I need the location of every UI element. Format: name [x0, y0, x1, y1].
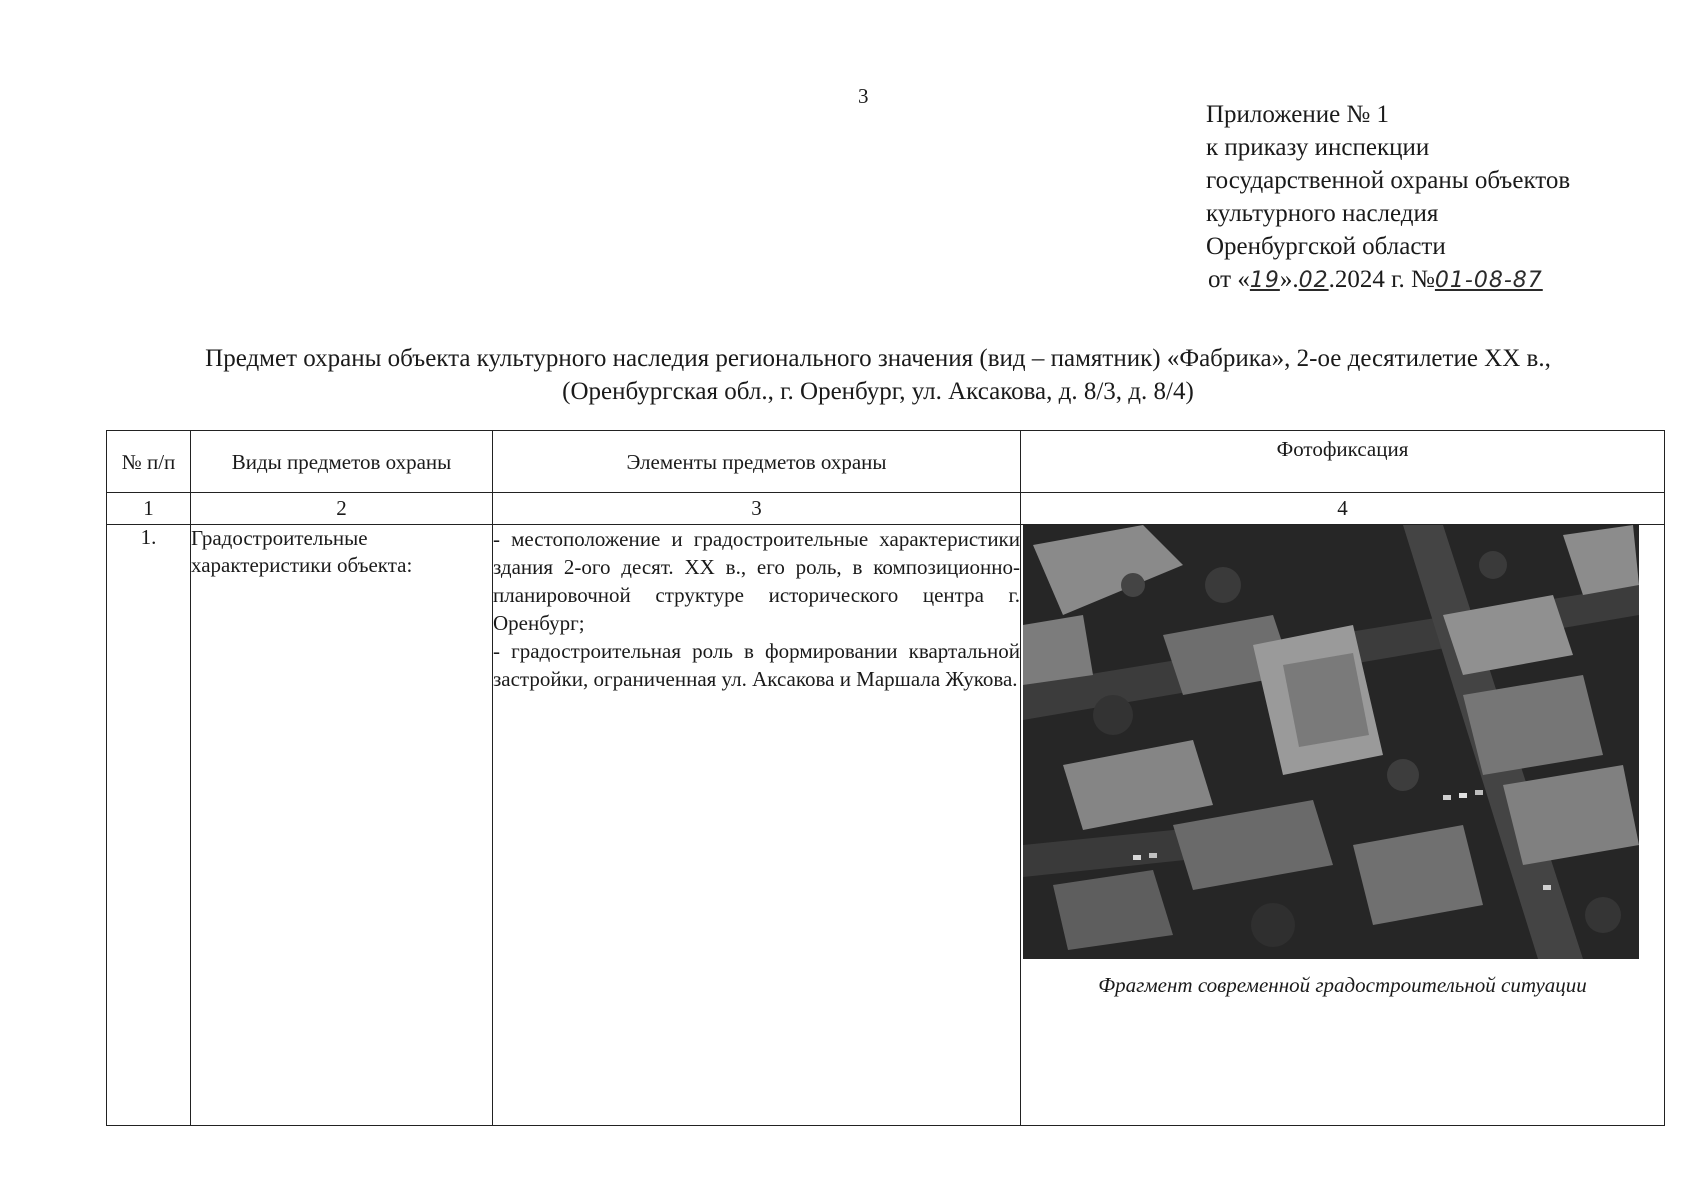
- date-prefix: от «: [1208, 266, 1250, 293]
- header-row: [107, 431, 1665, 493]
- element-item: - градостроительная роль в формировании квартальной застройки, ограниченная ул. Аксакова и Маршала Жукова.: [493, 639, 1020, 691]
- annex-line: Приложение № 1: [1206, 101, 1390, 128]
- column-number: 3: [493, 493, 1021, 525]
- annex-line: культурного наследия: [1206, 200, 1439, 227]
- row-number: 1.: [107, 525, 191, 1126]
- header-kinds: Виды предметов охраны: [191, 431, 493, 493]
- column-number-row: [107, 493, 1665, 525]
- element-item: - местоположение и градостроительные характеристики здания 2-ого десят. XX в., его роль, в композиционно-планировочной структуре исторического центра г. Оренбург;: [493, 527, 1020, 635]
- protection-table: [106, 430, 1665, 1126]
- table-row: [107, 525, 1665, 1126]
- row-photo-cell: [1021, 525, 1665, 1126]
- annex-line: Оренбургской области: [1206, 233, 1446, 260]
- annex-line: государственной охраны объектов: [1206, 167, 1571, 194]
- page-number: 3: [858, 84, 869, 108]
- row-elements: [493, 525, 1021, 1126]
- header-number: № п/п: [107, 431, 191, 493]
- order-month: 02: [1298, 268, 1329, 293]
- order-number: 01-08-87: [1434, 268, 1543, 293]
- date-separator: ».: [1279, 266, 1299, 293]
- column-number: 4: [1021, 493, 1665, 525]
- date-year: .2024 г. №: [1328, 266, 1435, 293]
- order-day: 19: [1249, 268, 1280, 293]
- row-kind: Градостроительные характеристики объекта:: [191, 525, 493, 1126]
- column-number: 2: [191, 493, 493, 525]
- header-photo: Фотофиксация: [1021, 431, 1665, 493]
- order-date-line: [1208, 263, 1570, 297]
- header-elements: Элементы предметов охраны: [493, 431, 1021, 493]
- photo-caption: Фрагмент современной градостроительной ситуации: [1098, 973, 1587, 997]
- aerial-photo: [1023, 525, 1639, 959]
- title-line-2: (Оренбургская обл., г. Оренбург, ул. Аксакова, д. 8/3, д. 8/4): [562, 378, 1194, 405]
- column-number: 1: [107, 493, 191, 525]
- annex-line: к приказу инспекции: [1206, 134, 1430, 161]
- title-line-1: Предмет охраны объекта культурного наследия регионального значения (вид – памятник) «Фабрика», 2-ое десятилетие XX в.,: [205, 345, 1551, 372]
- document-title: [98, 342, 1658, 408]
- annex-block: [1206, 98, 1570, 297]
